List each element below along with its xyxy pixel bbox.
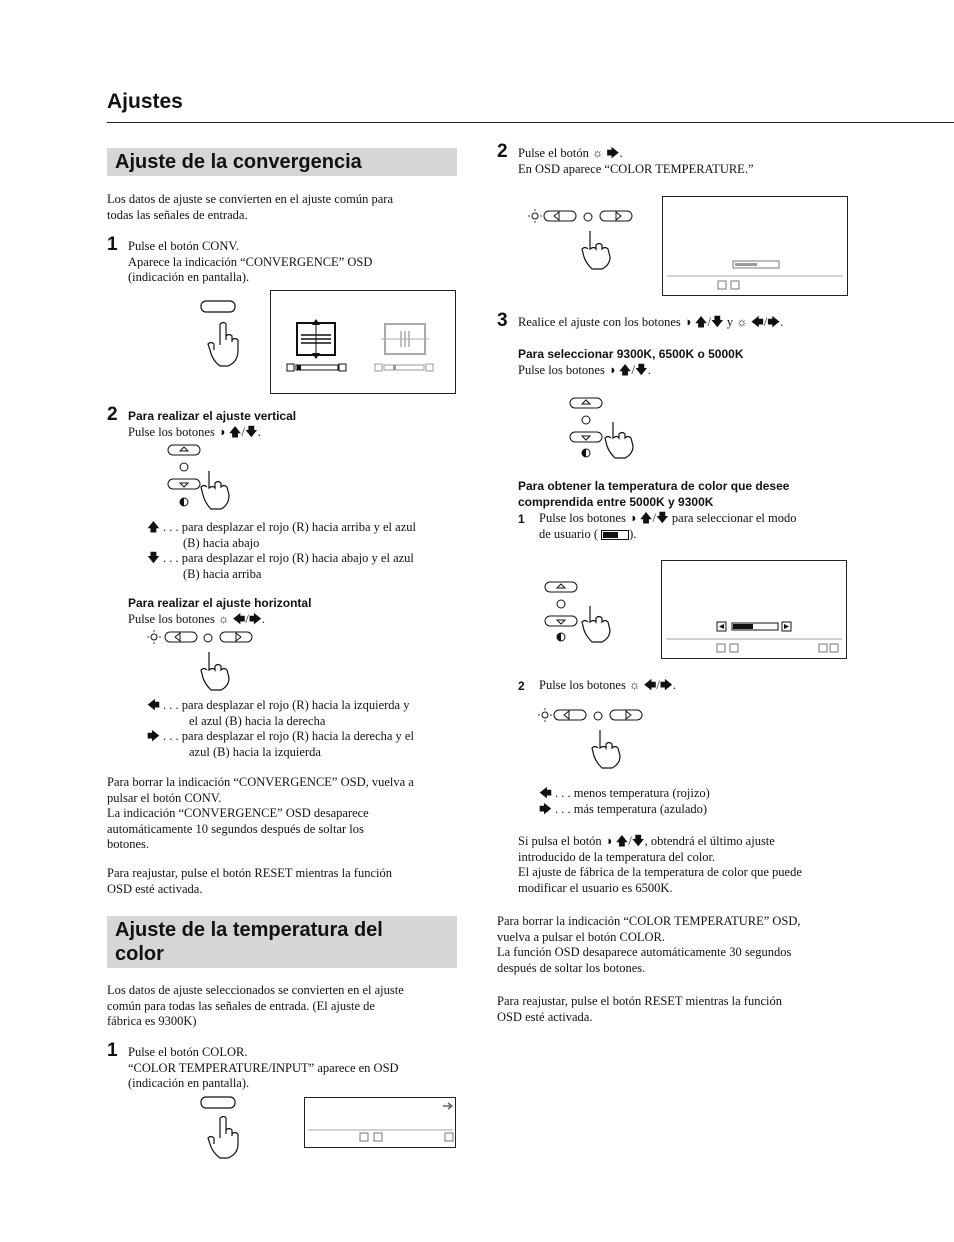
convergence-step1: Pulse el botón CONV. Aparece la indicación “CONVERGENCE” OSD (indicación en pantalla). xyxy=(128,239,373,284)
color-button-illustration xyxy=(200,1096,260,1166)
convergence-reset-note: Para reajustar, pulse el botón RESET mientras la función OSD esté activada. xyxy=(107,866,392,896)
select-text: Pulse los botones ◑ 🡅/🡇. xyxy=(518,363,651,377)
more-description: 🡆 . . . más temperatura (azulado) xyxy=(539,802,708,816)
sub-step-number: 2 xyxy=(518,679,525,693)
hand-press-icon xyxy=(200,1096,260,1162)
color-note: Si pulsa el botón ◑ 🡅/🡇, obtendrá el último ajuste introducido de la temperatura del color. El ajuste de fábrica de la temperatura de color que puede modificar el usuario es 6500K. xyxy=(518,834,802,895)
convergence-intro: Los datos de ajuste se convierten en el ajuste común para todas las señales de entrada. xyxy=(107,192,394,222)
page-title: Ajustes xyxy=(107,90,183,113)
select-title: Para seleccionar 9300K, 6500K o 5000K xyxy=(518,347,744,361)
conv-button-illustration xyxy=(200,300,260,374)
vertical-buttons-illustration xyxy=(167,443,242,517)
header-rule xyxy=(107,122,954,123)
up-description: 🡅 . . . para desplazar el rojo (R) hacia arriba y el azul (B) hacia abajo xyxy=(147,520,416,550)
step-number: 1 xyxy=(107,1040,118,1061)
user-temperature-osd xyxy=(661,560,847,659)
color-intro: Los datos de ajuste seleccionados se convierten en el ajuste común para todas las señales de entrada. (El ajuste de fábrica es 9300K) xyxy=(107,983,404,1028)
color-heading: Ajuste de la temperatura del color xyxy=(107,916,457,968)
color-step1: Pulse el botón COLOR. “COLOR TEMPERATURE/INPUT” aparece en OSD (indicación en pantalla). xyxy=(128,1045,399,1090)
step-number: 3 xyxy=(497,310,508,331)
vertical-text: Pulse los botones ◑ 🡅/🡇. xyxy=(128,425,261,439)
vertical-title: Para realizar el ajuste vertical xyxy=(128,409,297,423)
convergence-heading: Ajuste de la convergencia xyxy=(107,148,457,176)
step-number: 2 xyxy=(497,141,508,162)
left-description: 🡄 . . . para desplazar el rojo (R) hacia la izquierda y el azul (B) hacia la derecha xyxy=(147,698,410,728)
horizontal-title: Para realizar el ajuste horizontal xyxy=(128,596,312,610)
right-description: 🡆 . . . para desplazar el rojo (R) hacia la derecha y el azul (B) hacia la izquierda xyxy=(147,729,414,759)
color-temperature-osd xyxy=(662,196,848,296)
down-description: 🡇 . . . para desplazar el rojo (R) hacia abajo y el azul (B) hacia arriba xyxy=(147,551,414,581)
step-number: 2 xyxy=(107,404,118,425)
color-step2: Pulse el botón ☼ 🡆. En OSD aparece “COLOR TEMPERATURE.” xyxy=(518,146,754,176)
custom-title: Para obtener la temperatura de color que desee comprendida entre 5000K y 9300K xyxy=(518,479,790,509)
hand-press-icon xyxy=(200,300,260,370)
sun-buttons-illustration xyxy=(528,209,638,275)
color-step3: Realice el ajuste con los botones ◑ 🡅/🡇 y ☼ 🡄/🡆. xyxy=(518,315,784,329)
horizontal-buttons-illustration xyxy=(147,630,262,694)
custom-sub2: Pulse los botones ☼ 🡄/🡆. xyxy=(539,678,676,692)
color-clear-note: Para borrar la indicación “COLOR TEMPERATURE” OSD, vuelva a pulsar el botón COLOR. La función OSD desaparece automáticamente 30 segundos después de soltar los botones. xyxy=(497,914,801,975)
sub2-buttons-illustration xyxy=(538,708,648,774)
step-number: 1 xyxy=(107,234,118,255)
user-buttons-illustration xyxy=(544,580,619,650)
convergence-osd xyxy=(270,290,456,394)
less-description: 🡄 . . . menos temperatura (rojizo) xyxy=(539,786,710,800)
convergence-clear-note: Para borrar la indicación “CONVERGENCE” OSD, vuelva a pulsar el botón CONV. La indicación “CONVERGENCE” OSD desaparece automáticamente 10 segundos después de soltar los botones. xyxy=(107,775,414,851)
color-input-osd xyxy=(304,1097,456,1148)
horizontal-text: Pulse los botones ☼ 🡄/🡆. xyxy=(128,612,265,626)
user-mode-icon xyxy=(601,530,629,540)
sub-step-number: 1 xyxy=(518,512,525,526)
select-buttons-illustration xyxy=(569,396,644,466)
custom-sub1: Pulse los botones ◑ 🡅/🡇 para seleccionar el modo de usuario ( ). xyxy=(539,511,797,541)
color-reset-note: Para reajustar, pulse el botón RESET mientras la función OSD esté activada. xyxy=(497,994,782,1024)
